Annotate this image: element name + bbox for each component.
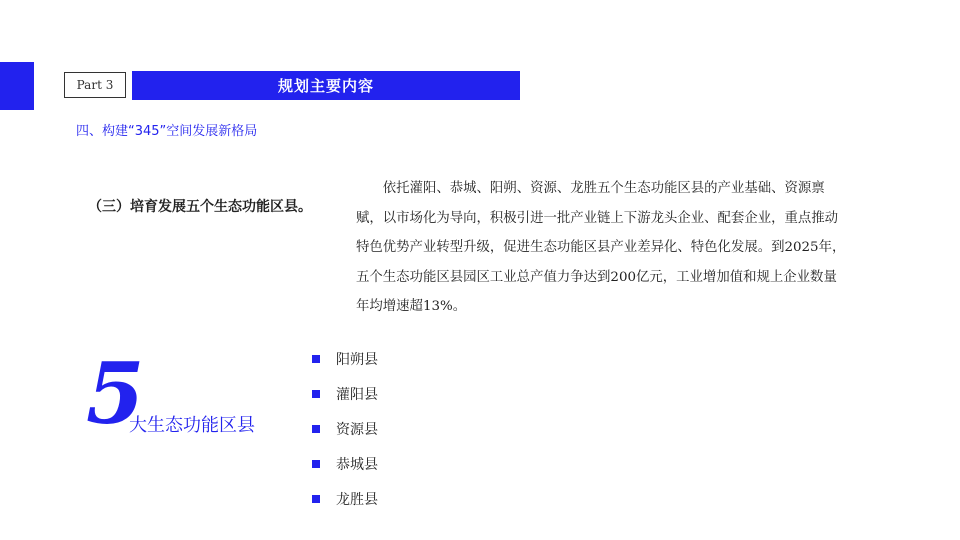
square-bullet-icon (312, 425, 320, 433)
accent-bar (0, 62, 34, 110)
square-bullet-icon (312, 390, 320, 398)
highlight-label: 大生态功能区县 (129, 415, 255, 436)
square-bullet-icon (312, 460, 320, 468)
part-label: Part 3 (76, 78, 114, 92)
body-paragraph: 依托灌阳、恭城、阳朔、资源、龙胜五个生态功能区县的产业基础、资源禀赋，以市场化为导向，积极引进一批产业链上下游龙头企业、配套企业，重点推动特色优势产业转型升级，促进生态功能区县产业差异化、特色化发展。到2025年，五个生态功能区县园区工业总产值力争达到200亿元，工业增加值和规上企业数量年均增速超13%。 (356, 181, 846, 314)
page-title: 规划主要内容 (277, 77, 374, 95)
list-item (312, 481, 378, 516)
highlight-number: 5 (86, 344, 145, 443)
county-label: 恭城县 (336, 456, 378, 473)
county-label: 资源县 (336, 421, 378, 438)
county-label: 阳朔县 (336, 351, 378, 368)
title-banner (132, 71, 520, 100)
list-item (312, 341, 378, 376)
county-list (312, 341, 378, 516)
county-label: 龙胜县 (336, 491, 378, 508)
list-item (312, 376, 378, 411)
square-bullet-icon (312, 355, 320, 363)
part-label-box (64, 72, 126, 98)
sub-heading: （三）培育发展五个生态功能区县。 (88, 199, 312, 215)
list-item (312, 446, 378, 481)
county-label: 灌阳县 (336, 386, 378, 403)
list-item (312, 411, 378, 446)
square-bullet-icon (312, 495, 320, 503)
section-heading: 四、构建“345”空间发展新格局 (76, 124, 258, 139)
